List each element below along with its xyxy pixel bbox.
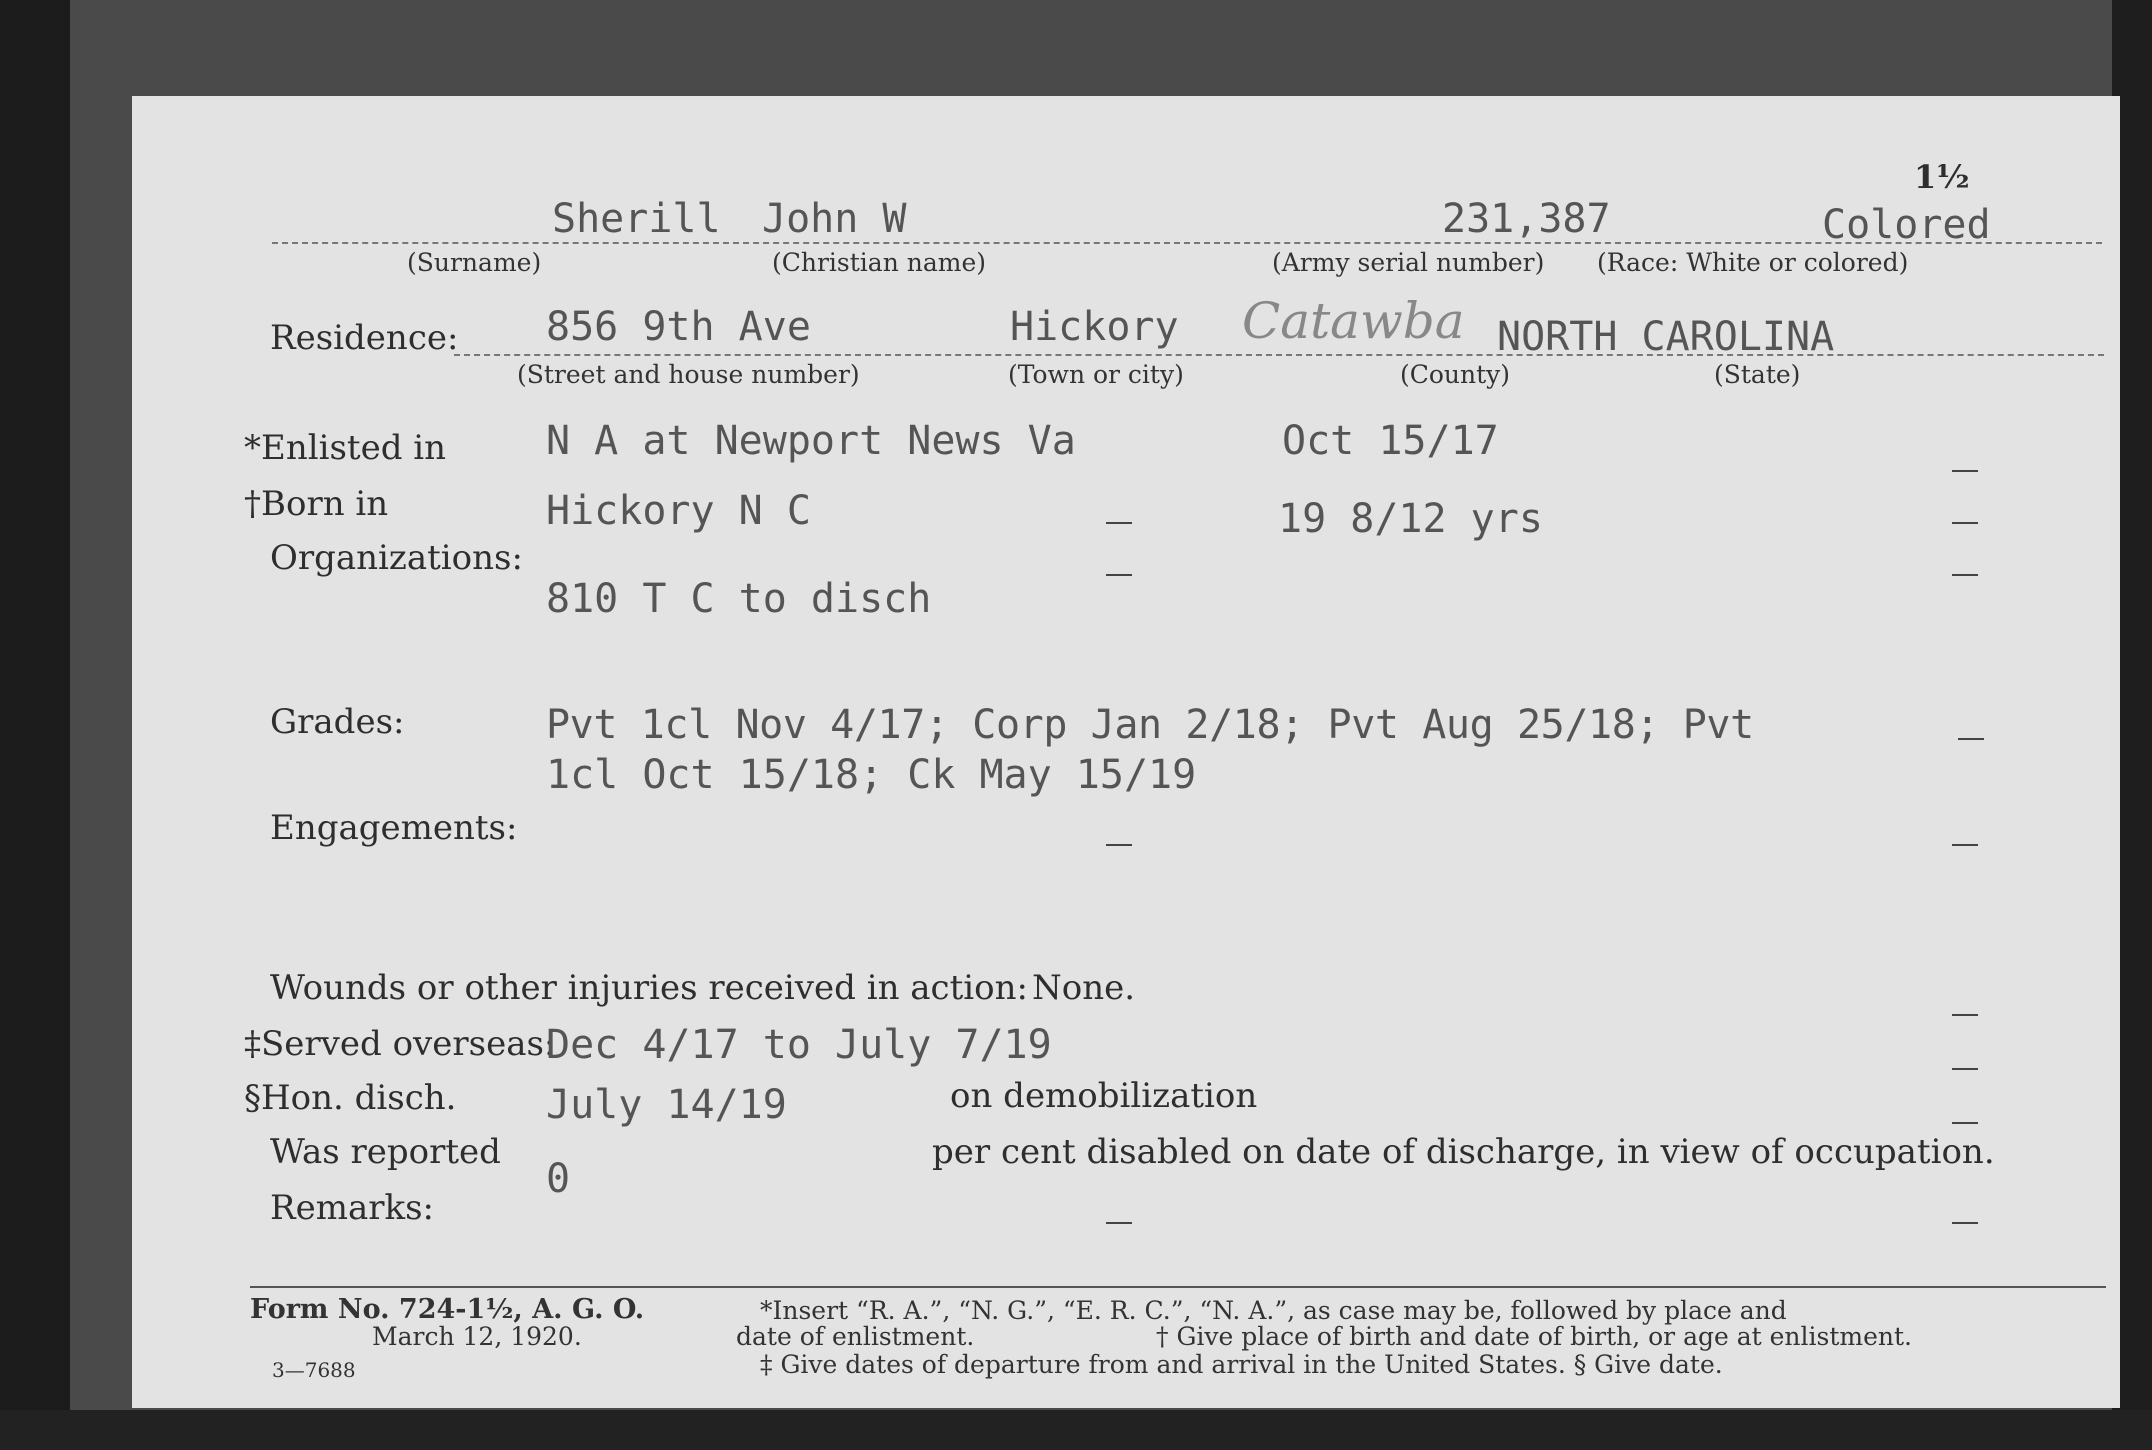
remarks-mid-dash (1106, 1222, 1132, 1224)
born-place: Hickory N C (546, 488, 811, 534)
born-mid-dash (1106, 522, 1132, 524)
reported-label: Was reported (270, 1132, 501, 1172)
hon-disch-date: July 14/19 (546, 1082, 787, 1128)
footer-note-2b: † Give place of birth and date of birth, or age at enlistment. (1156, 1322, 1912, 1351)
footer-note-1: *Insert “R. A.”, “N. G.”, “E. R. C.”, “N. A.”, as case may be, followed by place and (760, 1296, 1787, 1325)
hon-disch-label: §Hon. disch. (244, 1078, 457, 1118)
christian-name-value: John W (762, 196, 907, 242)
remarks-end-dash (1952, 1222, 1978, 1224)
scan-border-bottom (0, 1410, 2152, 1450)
footer-note-2a: date of enlistment. (736, 1322, 975, 1351)
state-caption: (State) (1714, 360, 1801, 389)
born-end-dash (1952, 522, 1978, 524)
organizations-end-dash (1952, 574, 1978, 576)
overseas-value: Dec 4/17 to July 7/19 (546, 1022, 1052, 1068)
organizations-label: Organizations: (270, 538, 523, 578)
christian-name-caption: (Christian name) (772, 248, 987, 277)
state-value: NORTH CAROLINA (1497, 314, 1835, 360)
serial-number-caption: (Army serial number) (1272, 248, 1545, 277)
organizations-value: 810 T C to disch (546, 576, 932, 622)
serial-number-value: 231,387 (1442, 196, 1611, 242)
footer-rule (250, 1286, 2106, 1288)
born-label: †Born in (244, 484, 389, 524)
grades-line-1: Pvt 1cl Nov 4/17; Corp Jan 2/18; Pvt Aug 25/18; Pvt (546, 702, 1754, 748)
surname-caption: (Surname) (407, 248, 542, 277)
grades-label: Grades: (270, 702, 405, 742)
overseas-label: ‡Served overseas: (244, 1024, 556, 1064)
scan-border-left (0, 0, 70, 1450)
wounds-label: Wounds or other injuries received in action: (270, 968, 1028, 1008)
residence-label: Residence: (270, 318, 459, 358)
county-caption: (County) (1400, 360, 1511, 389)
reported-value: 0 (546, 1156, 571, 1202)
race-value: Colored (1822, 202, 1991, 248)
name-line (272, 242, 2102, 244)
form-number: Form No. 724-1½, A. G. O. (250, 1294, 645, 1325)
surname-value: Sherill (552, 196, 721, 242)
grades-end-dash (1958, 738, 1984, 740)
street-value: 856 9th Ave (546, 304, 811, 350)
overseas-end-dash (1952, 1068, 1978, 1070)
enlisted-date: Oct 15/17 (1282, 418, 1499, 464)
race-caption: (Race: White or colored) (1597, 248, 1909, 277)
organizations-mid-dash (1106, 574, 1132, 576)
reported-suffix: per cent disabled on date of discharge, in view of occupation. (932, 1132, 1995, 1172)
engagements-end-dash (1952, 844, 1978, 846)
service-record-card (132, 96, 2120, 1408)
print-code: 3—7688 (272, 1358, 356, 1382)
fraction-mark: 1½ (1914, 158, 1970, 196)
engagements-mid-dash (1106, 844, 1132, 846)
hon-disch-end-dash (1952, 1122, 1978, 1124)
wounds-value: None. (1032, 968, 1136, 1008)
residence-line (454, 354, 2104, 356)
enlisted-end-dash (1952, 470, 1978, 472)
form-date: March 12, 1920. (372, 1322, 582, 1351)
town-caption: (Town or city) (1008, 360, 1184, 389)
wounds-end-dash (1952, 1014, 1978, 1016)
street-caption: (Street and house number) (517, 360, 860, 389)
grades-line-2: 1cl Oct 15/18; Ck May 15/19 (546, 752, 1197, 798)
enlisted-place: N A at Newport News Va (546, 418, 1076, 464)
enlisted-label: *Enlisted in (244, 428, 447, 468)
town-value: Hickory (1010, 304, 1179, 350)
hon-disch-reason: on demobilization (950, 1076, 1258, 1116)
engagements-label: Engagements: (270, 808, 518, 848)
born-age: 19 8/12 yrs (1278, 496, 1543, 542)
footer-note-3: ‡ Give dates of departure from and arrival in the United States. § Give date. (760, 1350, 1723, 1379)
county-handwritten-value: Catawba (1242, 292, 1465, 350)
remarks-label: Remarks: (270, 1188, 434, 1228)
